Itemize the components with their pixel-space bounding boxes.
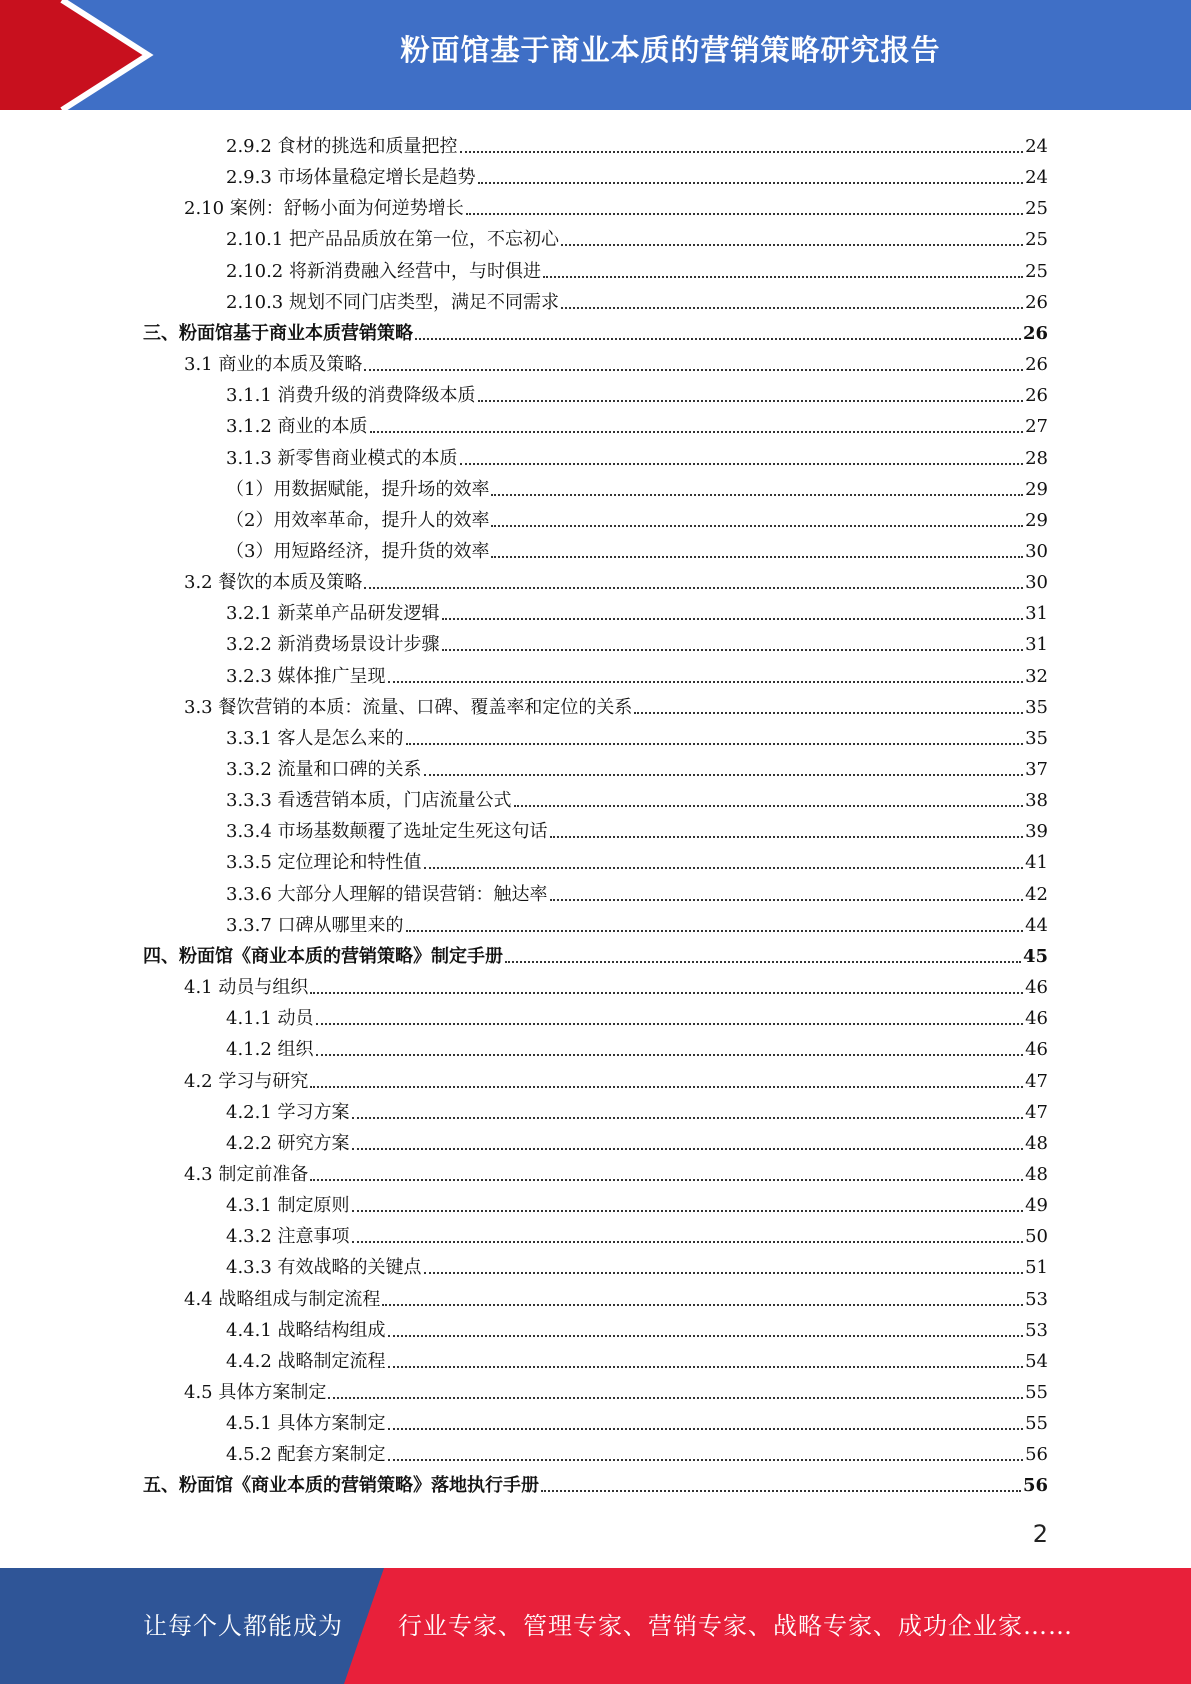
toc-leader-dots [310, 992, 1023, 994]
toc-entry-label: 4.4.2 战略制定流程 [226, 1350, 386, 1372]
toc-leader-dots [514, 805, 1024, 807]
toc-leader-dots [352, 1210, 1024, 1212]
toc-leader-dots [491, 525, 1023, 527]
toc-entry[interactable] [184, 1062, 1048, 1093]
toc-entry-label: 五、粉面馆《商业本质的营销策略》落地执行手册 [143, 1475, 539, 1497]
toc-entry-label: 4.3 制定前准备 [184, 1163, 309, 1185]
toc-entry-label: 2.10.2 将新消费融入经营中，与时俱进 [226, 260, 541, 282]
toc-entry-label: 4.4.1 战略结构组成 [226, 1319, 386, 1341]
toc-entry-label: 2.10 案例：舒畅小面为何逆势增长 [184, 198, 464, 220]
toc-entry-label: 4.3.3 有效战略的关键点 [226, 1257, 422, 1279]
toc-leader-dots [550, 836, 1024, 838]
toc-leader-dots [370, 431, 1024, 433]
toc-entry-page: 26 [1025, 291, 1048, 313]
toc-leader-dots [466, 213, 1023, 215]
toc-leader-dots [424, 774, 1024, 776]
toc-leader-dots [561, 307, 1023, 309]
toc-leader-dots [406, 930, 1024, 932]
toc-leader-dots [364, 369, 1023, 371]
toc-leader-dots [382, 1304, 1023, 1306]
toc-entry[interactable] [226, 1311, 1048, 1342]
toc-entry[interactable] [226, 594, 1048, 625]
toc-entry-page: 30 [1025, 540, 1048, 562]
toc-entry-page: 45 [1022, 945, 1048, 967]
page-footer [0, 1568, 1191, 1684]
toc-entry-page: 55 [1025, 1413, 1048, 1435]
toc-leader-dots [415, 338, 1021, 340]
toc-entry-label: （2）用效率革命，提升人的效率 [226, 509, 490, 531]
toc-entry-label: 4.5.1 具体方案制定 [226, 1413, 386, 1435]
toc-leader-dots [388, 681, 1024, 683]
toc-entry-label: （3）用短路经济，提升货的效率 [226, 540, 490, 562]
toc-entry-page: 55 [1025, 1382, 1048, 1403]
toc-entry[interactable] [226, 283, 1048, 314]
toc-leader-dots [424, 867, 1024, 869]
toc-leader-dots [543, 276, 1023, 278]
toc-entry[interactable] [226, 1248, 1048, 1279]
toc-entry-label: 2.10.3 规划不同门店类型，满足不同需求 [226, 291, 559, 313]
toc-entry-label: 3.3.2 流量和口碑的关系 [226, 759, 422, 780]
toc-entry[interactable] [226, 407, 1048, 438]
toc-entry[interactable] [184, 345, 1048, 376]
toc-leader-dots [491, 556, 1023, 558]
toc-entry-page: 25 [1025, 229, 1048, 251]
toc-entry-page: 51 [1025, 1257, 1048, 1279]
toc-entry[interactable] [184, 563, 1048, 594]
toc-entry-label: 4.3.2 注意事项 [226, 1226, 350, 1248]
toc-entry-label: 3.3.1 客人是怎么来的 [226, 727, 404, 749]
toc-entry-page: 31 [1025, 634, 1048, 656]
toc-entry-label: （1）用数据赋能，提升场的效率 [226, 478, 490, 500]
toc-leader-dots [561, 244, 1023, 246]
document-title: 粉面馆基于商业本质的营销策略研究报告 [400, 33, 941, 67]
toc-entry[interactable] [226, 625, 1048, 656]
toc-leader-dots [442, 649, 1024, 651]
toc-entry-label: 4.1 动员与组织 [184, 977, 309, 999]
toc-entry-label: 3.2.2 新消费场景设计步骤 [226, 634, 440, 656]
toc-entry-page: 41 [1025, 852, 1048, 874]
toc-leader-dots [352, 1148, 1024, 1150]
toc-entry-page: 54 [1025, 1350, 1048, 1372]
toc-entry-label: 4.5.2 配套方案制定 [226, 1444, 386, 1466]
toc-entry-page: 35 [1025, 696, 1048, 718]
toc-leader-dots [634, 712, 1023, 714]
toc-leader-dots [491, 494, 1023, 496]
toc-entry-label: 3.2.3 媒体推广呈现 [226, 665, 386, 687]
toc-entry-page: 29 [1025, 478, 1048, 500]
toc-entry[interactable] [226, 532, 1048, 563]
toc-entry[interactable] [226, 719, 1048, 750]
toc-entry[interactable] [226, 1093, 1048, 1124]
toc-entry-page: 47 [1025, 1070, 1048, 1092]
toc-entry-page: 31 [1025, 603, 1048, 625]
toc-entry[interactable] [226, 906, 1048, 937]
toc-leader-dots [388, 1428, 1024, 1430]
toc-entry-page: 38 [1025, 790, 1048, 812]
toc-entry-page: 46 [1025, 1039, 1048, 1061]
toc-entry[interactable] [226, 812, 1048, 843]
toc-entry-label: 四、粉面馆《商业本质的营销策略》制定手册 [143, 945, 503, 967]
toc-entry-page: 39 [1025, 821, 1048, 843]
toc-entry[interactable] [143, 1466, 1048, 1497]
toc-leader-dots [478, 400, 1024, 402]
toc-leader-dots [328, 1397, 1023, 1399]
toc-entry[interactable] [184, 1373, 1048, 1404]
toc-entry-page: 46 [1025, 977, 1048, 999]
footer-slogan-right: 行业专家、管理专家、营销专家、战略专家、成功企业家…… [398, 1612, 1073, 1640]
toc-entry[interactable] [184, 189, 1048, 220]
toc-entry[interactable] [226, 127, 1048, 158]
toc-entry[interactable] [226, 1124, 1048, 1155]
toc-entry-page: 53 [1025, 1288, 1048, 1310]
toc-leader-dots [364, 587, 1023, 589]
toc-entry-page: 35 [1025, 727, 1048, 749]
toc-entry-page: 44 [1025, 914, 1048, 936]
toc-entry[interactable] [226, 158, 1048, 189]
toc-leader-dots [541, 1490, 1021, 1492]
toc-leader-dots [460, 151, 1024, 153]
toc-entry[interactable] [226, 501, 1048, 532]
toc-leader-dots [388, 1366, 1024, 1368]
toc-entry[interactable] [226, 439, 1048, 470]
toc-entry-label: 3.3 餐饮营销的本质：流量、口碑、覆盖率和定位的关系 [184, 696, 633, 718]
toc-leader-dots [310, 1086, 1023, 1088]
toc-entry[interactable] [226, 1342, 1048, 1373]
toc-entry[interactable] [226, 1404, 1048, 1435]
toc-leader-dots [505, 961, 1021, 963]
toc-entry[interactable] [226, 875, 1048, 906]
toc-leader-dots [388, 1459, 1024, 1461]
toc-leader-dots [442, 618, 1024, 620]
toc-entry[interactable] [226, 1217, 1048, 1248]
toc-entry-label: 3.3.3 看透营销本质，门店流量公式 [226, 790, 512, 812]
toc-entry-label: 4.4 战略组成与制定流程 [184, 1288, 381, 1310]
toc-entry-page: 48 [1025, 1163, 1048, 1185]
toc-leader-dots [316, 1023, 1024, 1025]
toc-entry-page: 42 [1025, 883, 1048, 905]
toc-entry[interactable] [226, 843, 1048, 874]
toc-entry-label: 3.1.3 新零售商业模式的本质 [226, 447, 458, 469]
toc-entry-page: 53 [1025, 1319, 1048, 1341]
toc-entry-label: 3.3.6 大部分人理解的错误营销：触达率 [226, 883, 548, 905]
toc-entry[interactable] [226, 1030, 1048, 1061]
toc-entry[interactable] [226, 220, 1048, 251]
toc-leader-dots [478, 182, 1024, 184]
page-number: 2 [1032, 1520, 1048, 1548]
toc-entry-page: 30 [1025, 572, 1048, 594]
toc-entry-page: 56 [1025, 1444, 1048, 1466]
toc-entry-label: 2.10.1 把产品品质放在第一位，不忘初心 [226, 229, 559, 251]
toc-entry[interactable] [226, 657, 1048, 688]
toc-entry[interactable] [226, 750, 1048, 781]
toc-entry[interactable] [226, 252, 1048, 283]
toc-entry[interactable] [226, 781, 1048, 812]
toc-entry-label: 3.1.2 商业的本质 [226, 416, 368, 438]
toc-entry[interactable] [226, 1435, 1048, 1466]
toc-entry[interactable] [226, 470, 1048, 501]
toc-entry-label: 4.3.1 制定原则 [226, 1195, 350, 1217]
toc-entry-label: 3.3.4 市场基数颠覆了选址定生死这句话 [226, 821, 548, 843]
toc-leader-dots [388, 1335, 1024, 1337]
toc-entry-page: 29 [1025, 509, 1048, 531]
toc-entry-label: 4.2.1 学习方案 [226, 1101, 350, 1123]
toc-entry[interactable] [184, 688, 1048, 719]
toc-entry-page: 25 [1025, 198, 1048, 220]
toc-entry[interactable] [226, 376, 1048, 407]
toc-entry-label: 4.2.2 研究方案 [226, 1132, 350, 1154]
toc-entry-page: 25 [1025, 260, 1048, 282]
toc-leader-dots [310, 1179, 1023, 1181]
toc-entry-label: 3.3.5 定位理论和特性值 [226, 852, 422, 874]
toc-leader-dots [316, 1054, 1024, 1056]
toc-entry-page: 56 [1022, 1475, 1048, 1497]
toc-entry-label: 3.1.1 消费升级的消费降级本质 [226, 385, 476, 407]
toc-entry-label: 2.9.2 食材的挑选和质量把控 [226, 136, 458, 157]
toc-entry-page: 47 [1025, 1101, 1048, 1123]
toc-entry-page: 26 [1025, 354, 1048, 376]
toc-entry-label: 4.1.2 组织 [226, 1039, 314, 1061]
toc-leader-dots [460, 463, 1024, 465]
toc-entry-label: 4.2 学习与研究 [184, 1070, 309, 1092]
toc-entry-label: 三、粉面馆基于商业本质营销策略 [143, 322, 413, 344]
toc-entry-page: 32 [1025, 665, 1048, 687]
toc-leader-dots [406, 743, 1024, 745]
toc-entry-page: 50 [1025, 1226, 1048, 1248]
toc-leader-dots [550, 899, 1024, 901]
toc-entry-page: 49 [1025, 1195, 1048, 1217]
toc-entry-page: 24 [1025, 136, 1048, 157]
toc-entry-page: 26 [1022, 322, 1048, 344]
toc-entry-page: 28 [1025, 447, 1048, 469]
toc-entry-label: 3.2.1 新菜单产品研发逻辑 [226, 603, 440, 625]
toc-entry-page: 37 [1025, 759, 1048, 780]
toc-entry-page: 24 [1025, 167, 1048, 189]
toc-entry[interactable] [226, 999, 1048, 1030]
toc-entry[interactable] [184, 1280, 1048, 1311]
toc-entry[interactable] [184, 968, 1048, 999]
toc-leader-dots [352, 1117, 1024, 1119]
toc-entry-label: 3.2 餐饮的本质及策略 [184, 572, 363, 594]
toc-entry-page: 46 [1025, 1008, 1048, 1030]
toc-leader-dots [352, 1241, 1024, 1243]
toc-entry-label: 2.9.3 市场体量稳定增长是趋势 [226, 167, 476, 189]
toc-leader-dots [424, 1272, 1024, 1274]
toc-entry-label: 3.1 商业的本质及策略 [184, 354, 363, 376]
toc-entry[interactable] [143, 314, 1048, 345]
toc-entry[interactable] [184, 1155, 1048, 1186]
toc-entry-label: 3.3.7 口碑从哪里来的 [226, 914, 404, 936]
toc-entry-page: 26 [1025, 385, 1048, 407]
toc-entry[interactable] [226, 1186, 1048, 1217]
footer-slogan-left: 让每个人都能成为 [143, 1612, 343, 1640]
page-header [0, 0, 1191, 110]
toc-entry-label: 4.5 具体方案制定 [184, 1382, 327, 1403]
toc-entry[interactable] [143, 937, 1048, 968]
toc-entry-page: 27 [1025, 416, 1048, 438]
toc-entry-page: 48 [1025, 1132, 1048, 1154]
toc-entry-label: 4.1.1 动员 [226, 1008, 314, 1030]
